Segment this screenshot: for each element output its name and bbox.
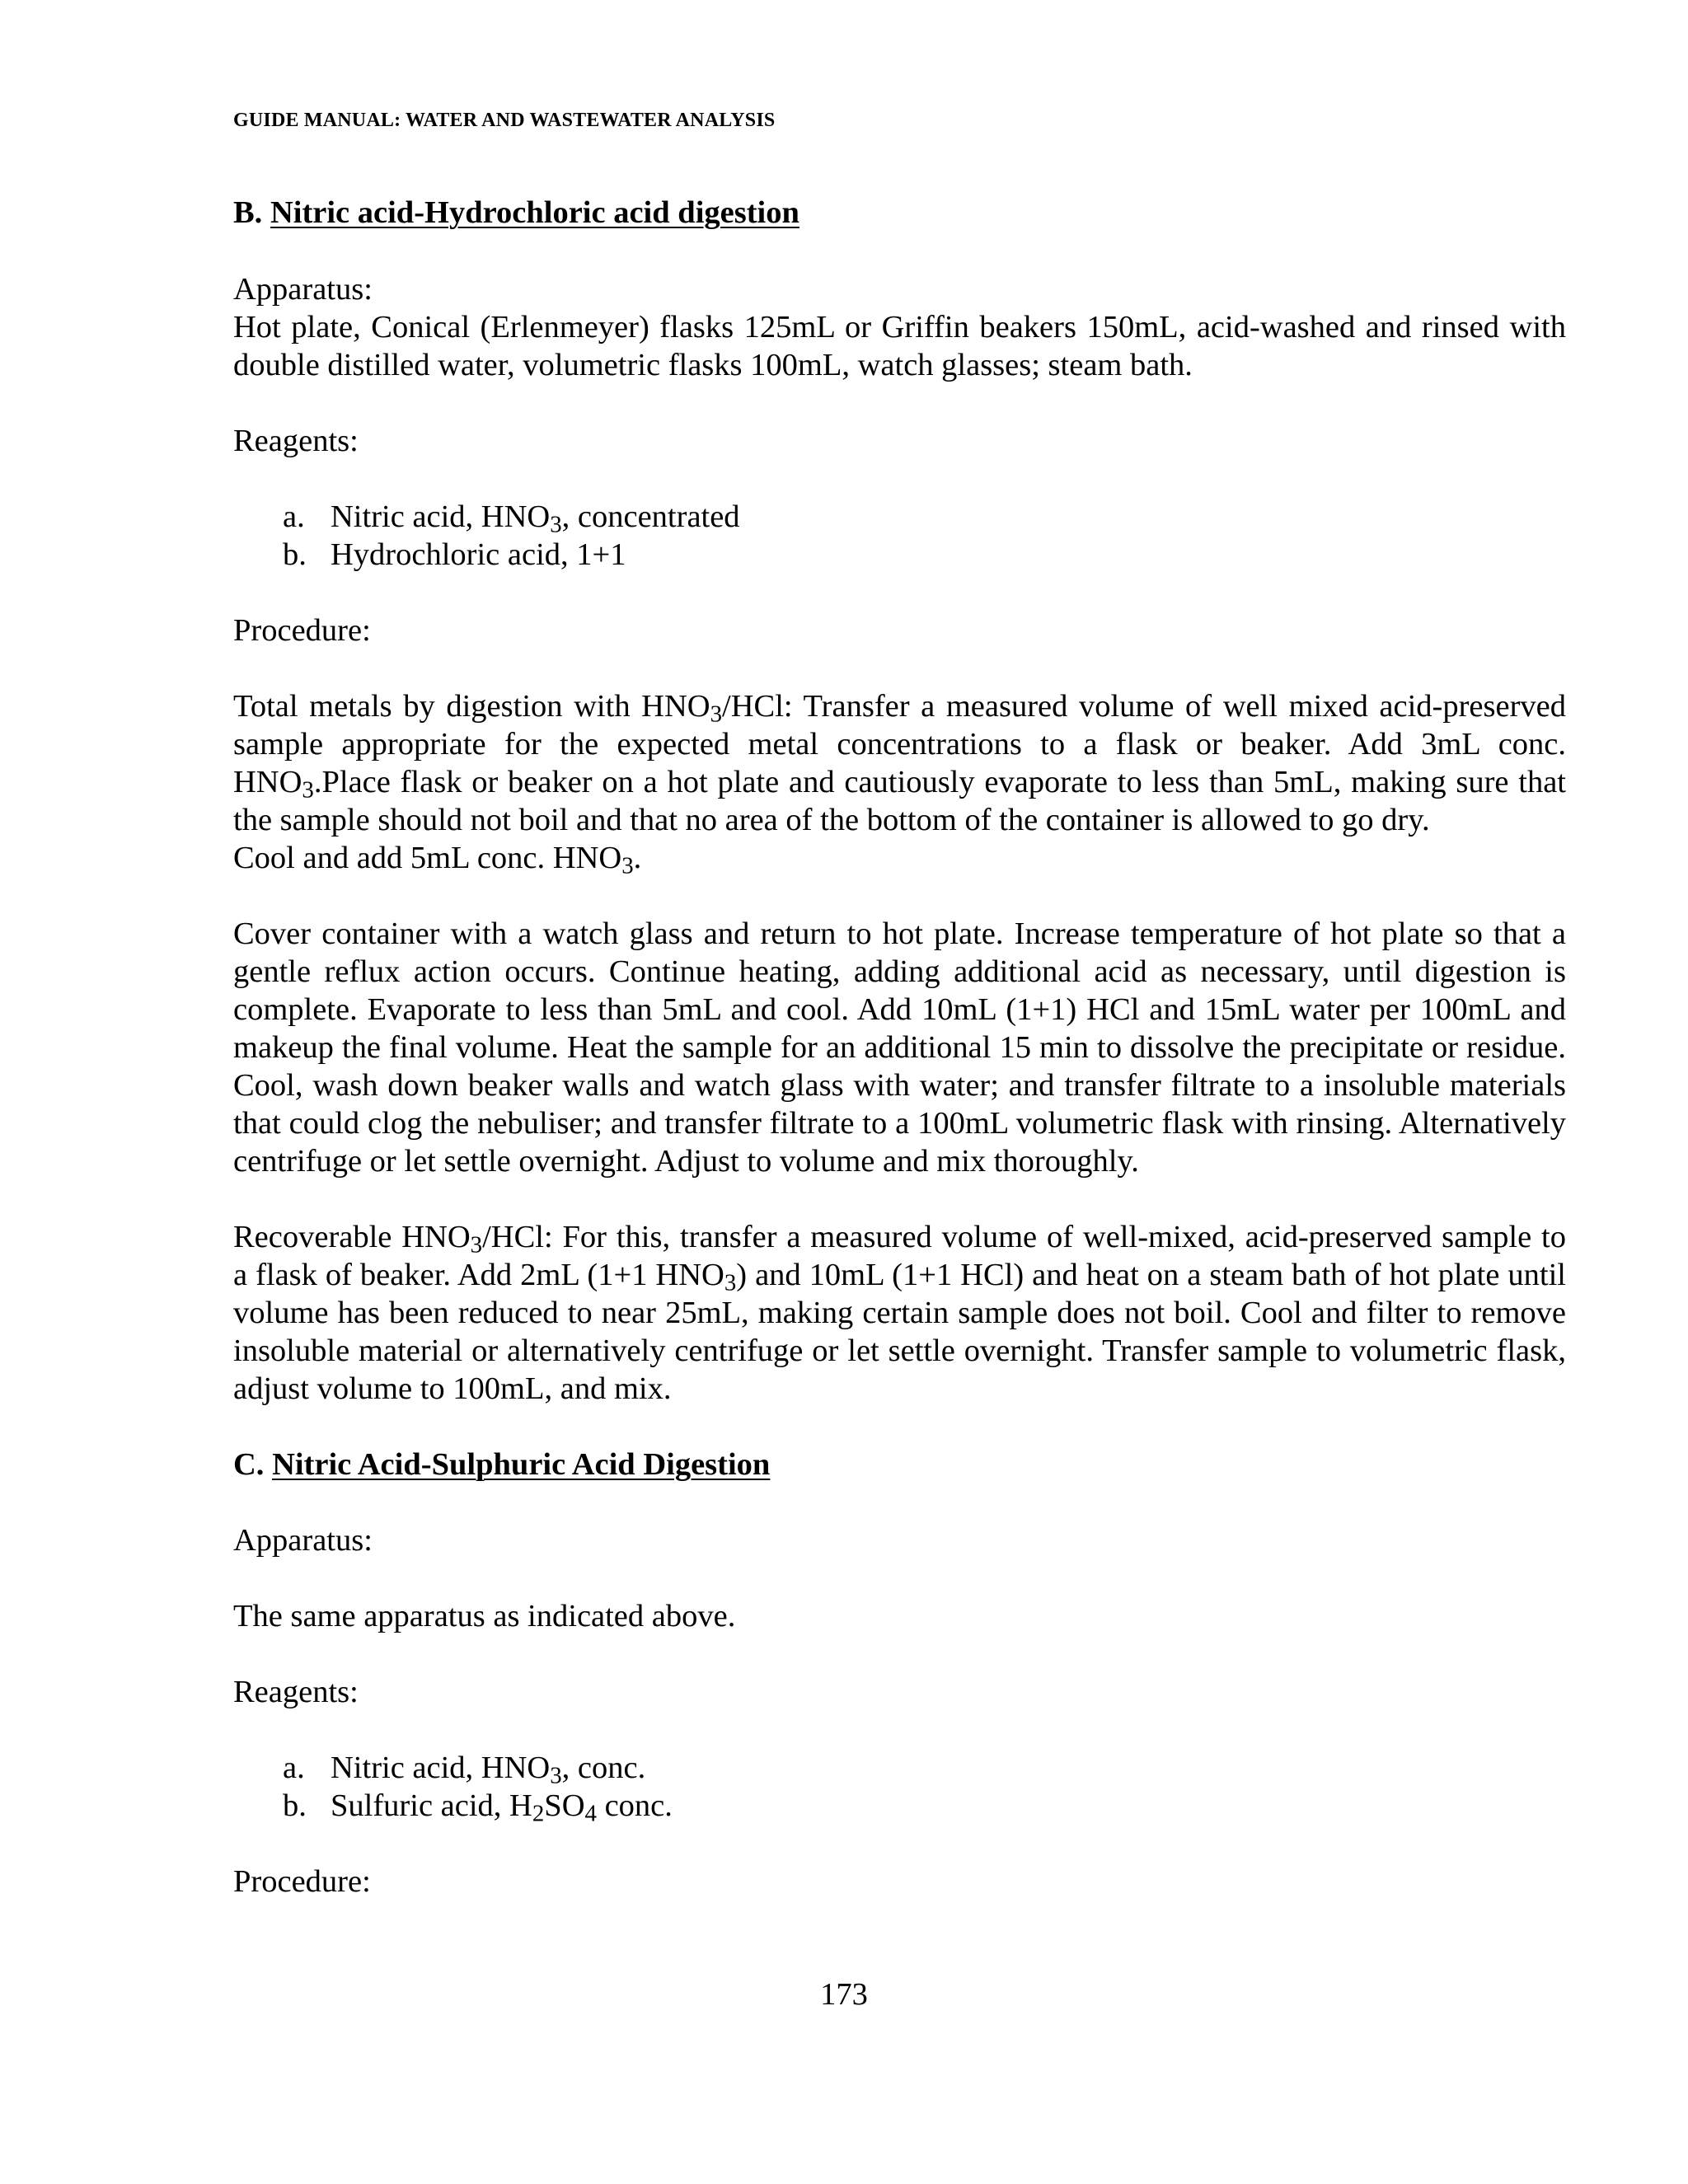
list-item — [283, 536, 1566, 574]
section-c-reagent-list — [233, 1749, 1566, 1825]
section-b-reagents-label: Reagents: — [233, 424, 359, 458]
list-item — [283, 1787, 1566, 1825]
list-item-text: Nitric acid, $HNO_3$, concentrated — [331, 499, 740, 538]
page-number: 173 — [820, 1977, 868, 2012]
section-c-apparatus-label: Apparatus: — [233, 1523, 373, 1558]
section-c-procedure-label: Procedure: — [233, 1864, 371, 1899]
running-header: GUIDE MANUAL: WATER AND WASTEWATER ANALYSIS — [233, 110, 776, 131]
list-marker: b. — [283, 1788, 307, 1823]
section-b-procedure-label: Procedure: — [233, 613, 371, 648]
list-marker: a. — [283, 1750, 305, 1785]
list-item — [283, 1749, 1566, 1787]
section-b-apparatus-text: Hot plate, Conical (Erlenmeyer) flasks 125mL or Griffin beakers 150mL, acid-washed and rinsed with double distilled water, volumetric flasks 100mL, watch glasses; steam bath. — [233, 310, 1566, 382]
list-marker: a. — [283, 499, 305, 534]
section-c-heading — [233, 1446, 1566, 1483]
section-b-paragraph-recoverable: Recoverable $HNO_3$/HCl: For this, transfer a measured volume of well-mixed, acid-preserved sample to a flask of beaker. Add 2mL (1+1 $HNO_3$) and 10mL (1+1 HCl) and heat on a steam bath of hot plate until volume has been reduced to near 25mL, making certain sample does not boil. Cool and filter to remove insoluble material or alternatively centrifuge or let settle overnight. Transfer sample to volumetric flask, adjust volume to 100mL, and mix. — [233, 1220, 1566, 1406]
section-c-title: Nitric Acid-Sulphuric Acid Digestion — [272, 1447, 771, 1482]
section-b-title: Nitric acid-Hydrochloric acid digestion — [270, 195, 799, 230]
section-c-reagents-label: Reagents: — [233, 1675, 359, 1709]
section-c-letter: C. — [233, 1447, 265, 1482]
section-b-heading — [233, 194, 1566, 232]
section-c-apparatus-text: The same apparatus as indicated above. — [233, 1599, 736, 1633]
list-item-text: Hydrochloric acid, 1+1 — [331, 537, 626, 572]
list-item-text: Sulfuric acid, $H_2SO_4$ conc. — [331, 1788, 673, 1827]
page-body — [233, 194, 1566, 1900]
section-b-paragraph-total-metals-cont: Cool and add 5mL conc. $HNO_3$. — [233, 841, 642, 879]
section-b-letter: B. — [233, 195, 263, 230]
list-item — [283, 498, 1566, 536]
section-b-paragraph-total-metals: Total metals by digestion with $HNO_3$/HCl: Transfer a measured volume of well mixed acid-preserved sample appropriate for the expected metal concentrations to a flask or beaker. Add 3mL conc. $HNO_3.Place$ flask or beaker on a hot plate and cautiously evaporate to less than 5mL, making sure that the sample should not boil and that no area of the bottom of the container is allowed to go dry. — [233, 689, 1567, 837]
section-b-paragraph-reflux: Cover container with a watch glass and return to hot plate. Increase temperature of hot plate so that a gentle reflux action occurs. Continue heating, adding additional acid as necessary, until digestion is complete. Evaporate to less than 5mL and cool. Add 10mL (1+1) HCl and 15mL water per 100mL and makeup the final volume. Heat the sample for an additional 15 min to dissolve the precipitate or residue. Cool, wash down beaker walls and watch glass with water; and transfer filtrate to a insoluble materials that could clog the nebuliser; and transfer filtrate to a 100mL volumetric flask with rinsing. Alternatively centrifuge or let settle overnight. Adjust to volume and mix thoroughly. — [233, 916, 1566, 1179]
section-b-reagent-list — [233, 498, 1566, 574]
list-marker: b. — [283, 537, 307, 572]
list-item-text: Nitric acid, $HNO_3$, conc. — [331, 1750, 646, 1789]
section-b-apparatus-label: Apparatus: — [233, 272, 373, 307]
